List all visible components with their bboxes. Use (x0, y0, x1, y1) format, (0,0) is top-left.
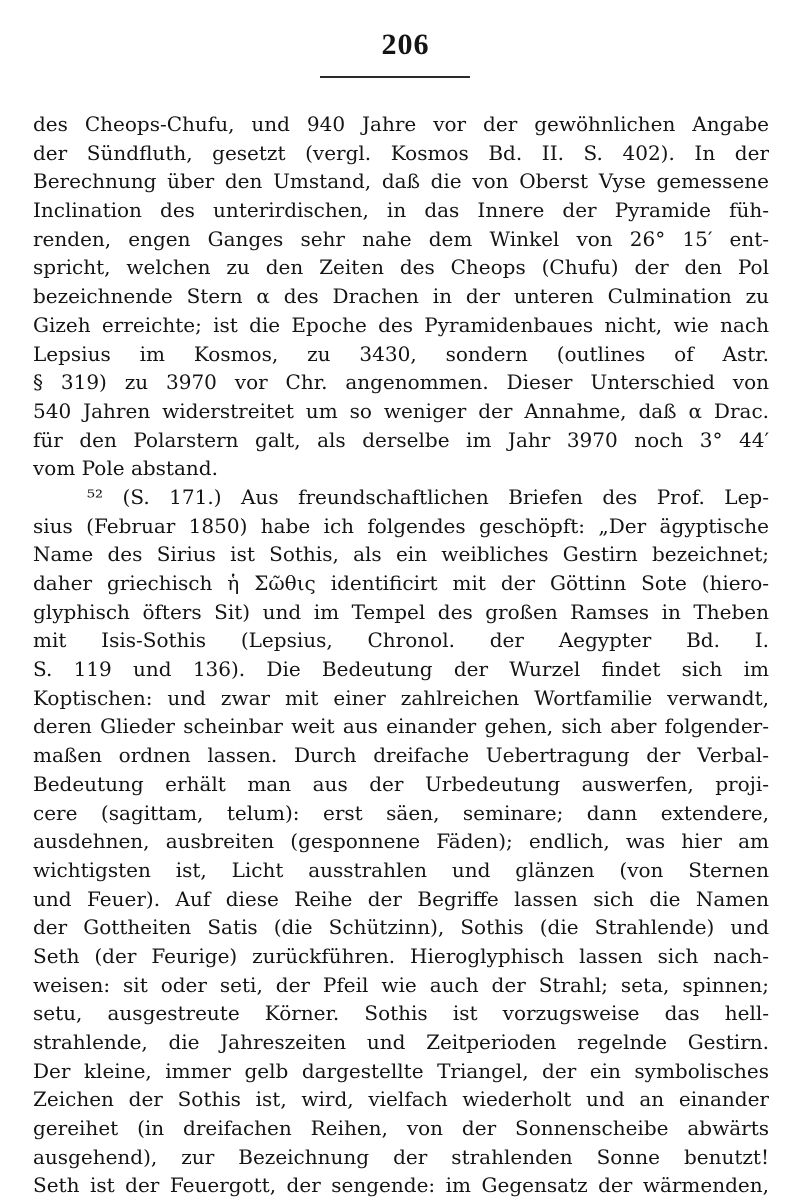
text-line: Zeichen der Sothis ist, wird, vielfach wiederholt und an einander (33, 1087, 769, 1112)
text-line: 540 Jahren widerstreitet um so weniger der Annahme, daß α Drac. (33, 398, 769, 423)
text-line: deren Glieder scheinbar weit aus einander gehen, sich aber folgender- (33, 714, 769, 739)
text-line: des Cheops-Chufu, und 940 Jahre vor der gewöhnlichen Angabe (33, 112, 769, 136)
text-line: weisen: sit oder seti, der Pfeil wie auch der Strahl; seta, spinnen; (33, 972, 769, 997)
footnote-start-line: ⁵² (S. 171.) Aus freundschaftlichen Briefen des Prof. Lep- (87, 484, 769, 509)
text-line: mit Isis-Sothis (Lepsius, Chronol. der Aegypter Bd. I. (33, 628, 769, 653)
text-line: glyphisch öfters Sit) und im Tempel des großen Ramses in Theben (33, 599, 769, 624)
paragraph-end-line: vom Pole abstand. (33, 456, 218, 481)
text-line: Seth ist der Feuergott, der sengende: im Gegensatz der wärmenden, (33, 1173, 769, 1198)
page-number: 206 (381, 28, 430, 61)
text-line: bezeichnende Stern α des Drachen in der unteren Culmination zu (33, 284, 769, 309)
text-line: renden, engen Ganges sehr nahe dem Winkel von 26° 15′ ent- (33, 226, 769, 251)
text-line: der Sündfluth, gesetzt (vergl. Kosmos Bd. II. S. 402). In der (33, 140, 769, 165)
text-line: gereihet (in dreifachen Reihen, von der Sonnenscheibe abwärts (33, 1116, 769, 1141)
text-line: ausgehend), zur Bezeichnung der strahlenden Sonne benutzt! (33, 1144, 769, 1169)
text-line: strahlende, die Jahreszeiten und Zeitperioden regelnde Gestirn. (33, 1030, 769, 1054)
text-line: Seth (der Feurige) zurückführen. Hieroglyphisch lassen sich nach- (33, 943, 769, 968)
text-line: Gizeh erreichte; ist die Epoche des Pyramidenbaues nicht, wie nach (33, 312, 769, 337)
text-line: S. 119 und 136). Die Bedeutung der Wurzel findet sich im (33, 657, 769, 682)
text-line: wichtigsten ist, Licht ausstrahlen und glänzen (von Sternen (33, 857, 769, 882)
text-line: Lepsius im Kosmos, zu 3430, sondern (outlines of Astr. (33, 341, 769, 366)
text-line: Koptischen: und zwar mit einer zahlreichen Wortfamilie verwandt, (33, 685, 769, 710)
body-text (33, 110, 769, 1200)
text-line: der Gottheiten Satis (die Schützinn), Sothis (die Strahlende) und (33, 915, 769, 940)
text-line: maßen ordnen lassen. Durch dreifache Uebertragung der Verbal- (33, 743, 769, 768)
text-line: cere (sagittam, telum): erst säen, seminare; dann extendere, (33, 800, 769, 825)
text-line: Berechnung über den Umstand, daß die von Oberst Vyse gemessene (33, 169, 769, 194)
text-line: sius (Februar 1850) habe ich folgendes geschöpft: „Der ägyptische (33, 513, 769, 538)
text-line: setu, ausgestreute Körner. Sothis ist vorzugsweise das hell- (33, 1001, 769, 1026)
text-line: daher griechisch ἡ Σῶθις identificirt mit der Göttinn Sote (hiero- (33, 571, 769, 595)
text-line: Inclination des unterirdischen, in das Innere der Pyramide füh- (33, 198, 769, 223)
text-line: Name des Sirius ist Sothis, als ein weibliches Gestirn bezeichnet; (33, 542, 769, 567)
text-line: für den Polarstern galt, als derselbe im Jahr 3970 noch 3° 44′ (33, 427, 769, 452)
header-rule (320, 76, 470, 78)
text-line: ausdehnen, ausbreiten (gesponnene Fäden); endlich, was hier am (33, 829, 769, 854)
text-line: und Feuer). Auf diese Reihe der Begriffe lassen sich die Namen (33, 886, 769, 911)
text-line: § 319) zu 3970 vor Chr. angenommen. Dieser Unterschied von (33, 370, 769, 395)
text-line: spricht, welchen zu den Zeiten des Cheops (Chufu) der den Pol (33, 255, 769, 280)
text-line: Bedeutung erhält man aus der Urbedeutung auswerfen, proji- (33, 771, 769, 796)
text-line: Der kleine, immer gelb dargestellte Triangel, der ein symbolisches (33, 1058, 769, 1083)
